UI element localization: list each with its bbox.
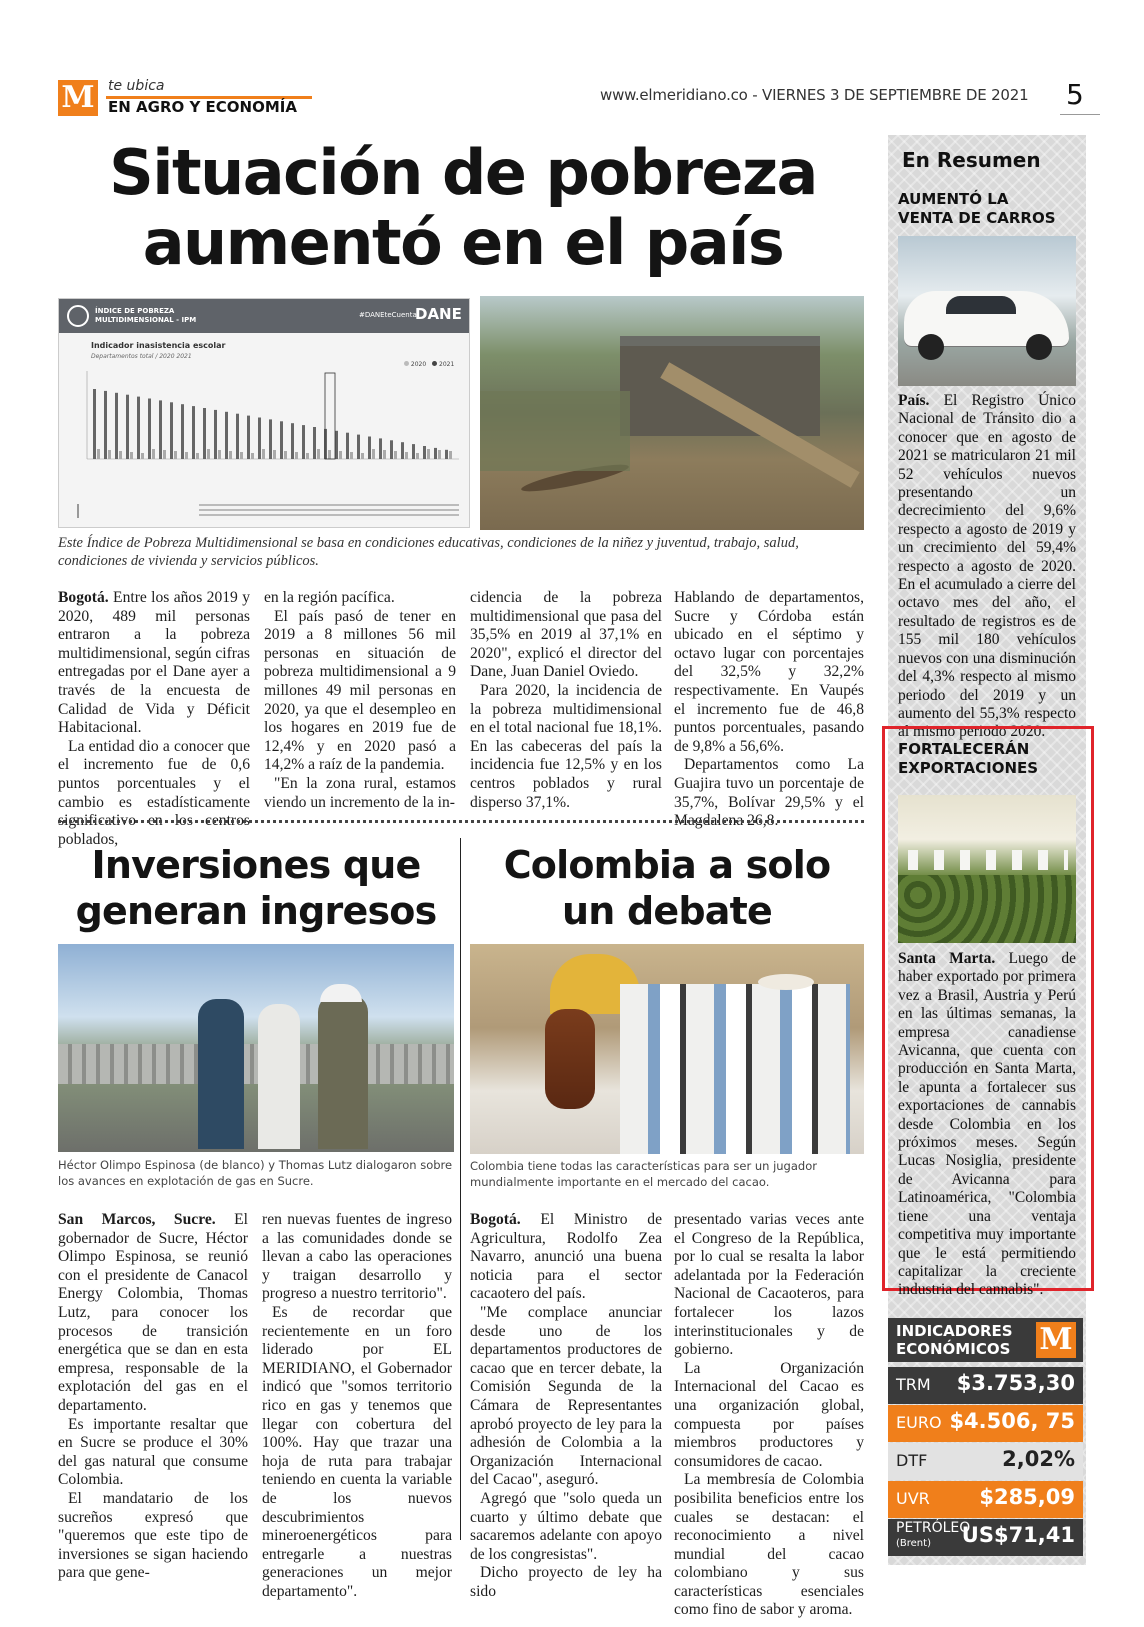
left-story-col1 (58, 1211, 248, 1583)
indicator-label: TRM (896, 1375, 931, 1394)
cacao-event-photo (470, 944, 864, 1154)
left-photo-caption: Héctor Olimpo Espinosa (de blanco) y Thomas Lutz dialogaron sobre los avances en explotación de gas en Sucre. (58, 1158, 453, 1188)
chart-bar (416, 453, 419, 459)
chart-bar (97, 449, 100, 459)
left-headline-line2: generan ingresos (75, 889, 437, 933)
chart-bars (93, 389, 452, 459)
main-story-col3 (470, 589, 662, 812)
sidebar-item2-heading: FORTALECERÁN EXPORTACIONES (898, 740, 1039, 777)
indicator-row (888, 1519, 1083, 1556)
chart-bar (313, 427, 316, 459)
chart-bar (247, 416, 250, 459)
chart-bar (280, 421, 283, 459)
chart-bar (258, 418, 261, 460)
right-story-col2 (674, 1211, 864, 1620)
indicator-row (888, 1367, 1083, 1404)
chart-bar (390, 440, 393, 459)
main-story-col2 (264, 589, 456, 812)
indicators-title (896, 1322, 1013, 1358)
chart-bar (159, 400, 162, 459)
chart-bar (346, 433, 349, 459)
chart-bar (240, 452, 243, 459)
paragraph: Hablando de departamentos, Sucre y Córdoba están ubicado en el séptimo y octavo lugar con porcentajes del 32,5% y 32,2% respectivamente. En Vaupés el incremento fue de 46,8 puntos porcentuales, pasando de 9,8% a 56,6%. (674, 589, 864, 755)
chart-bar (225, 412, 228, 459)
chart-bar (170, 402, 173, 459)
dane-logo: DANE (415, 305, 462, 323)
paragraph: "Me complace anunciar desde uno de los departamentos productores de cacao que en tercer debate, la Comisión Segunda de la Cámara de Representantes aprobó proyecto de ley para la adhesión de Colombia a la Organización Internacional del Cacao", aseguró. (470, 1303, 662, 1489)
indicators-title-line2: ECONÓMICOS (896, 1340, 1011, 1358)
chart-bar (126, 395, 129, 459)
photo-wheel-rear (1026, 334, 1052, 360)
photo-house (620, 336, 820, 436)
chart-bar (185, 452, 188, 459)
infographic-header (59, 299, 469, 333)
indicator-label: UVR (896, 1489, 930, 1508)
story-divider-dotted (58, 820, 864, 823)
chart-bar (273, 450, 276, 459)
indicator-value: $285,09 (979, 1485, 1075, 1509)
chart-bar (269, 419, 272, 459)
right-headline-line1: Colombia a solo (503, 843, 831, 887)
page-number-rule (1060, 114, 1100, 115)
paragraph: presentado varias veces ante el Congreso de la República, por lo cual se resalta la labor adelantada por la Federación Nacional de Cacaoteros, para fortalecer los lazos interinstitucionales y de gobierno. (674, 1211, 864, 1359)
infographic-footer-note (199, 504, 459, 506)
photo-water (480, 391, 630, 471)
photo-workers (908, 850, 1068, 870)
photo-chocolate-pour (545, 1009, 595, 1109)
chart-bar (357, 435, 360, 459)
chart-bar (368, 437, 371, 460)
attendance-bar-chart (67, 371, 463, 486)
section-kicker: te ubica (108, 78, 165, 94)
paragraph: La entidad dio a conocer que el incremento fue de 0,6 puntos porcentuales y el cambio es estadísticamente significativo en los centros poblados, (58, 737, 250, 848)
chart-bar (115, 393, 118, 459)
chart-bar (251, 453, 254, 459)
section-name: EN AGRO Y ECONOMÍA (108, 98, 297, 116)
paragraph: Agregó que "solo queda un cuarto y último debate que sacaremos adelante con apoyo de los congresistas". (470, 1489, 662, 1563)
chart-bar (93, 389, 96, 459)
paragraph: Para 2020, la incidencia de la pobreza multidimensional en el total nacional fue 18,1%. En las cabeceras del país la incidencia fue 12,5% y en los centros poblados y rural disperso 37,1%. (470, 681, 662, 811)
gas-plant-photo (58, 944, 454, 1152)
chart-bar (449, 451, 452, 459)
paragraph: La membresía de Colombia posibilita beneficios entre los cuales se destacan: el reconocimiento a nivel mundial del cacao colombiano y sus características esenciales como fino de sabor y aroma. (674, 1471, 864, 1619)
indicator-value: $3.753,30 (956, 1371, 1075, 1395)
indicators-title-line1: INDICADORES (896, 1322, 1013, 1340)
chart-bar (218, 450, 221, 459)
chart-bar (203, 408, 206, 459)
meridiano-logo: M (58, 80, 98, 116)
paragraph: ren nuevas fuentes de ingreso a las comunidades donde se llevan a cabo las operaciones y traigan desarrollo y progreso a nuestro territorio". (262, 1211, 452, 1303)
left-story-col2 (262, 1211, 452, 1601)
chart-bar (350, 452, 353, 459)
chart-bar (335, 431, 338, 459)
chart-bar (148, 399, 151, 460)
chart-bar (394, 451, 397, 459)
infographic-hashtag: #DANEteCuenta (359, 311, 417, 319)
page-number: 5 (1066, 78, 1084, 111)
chart-bar (423, 446, 426, 459)
main-story-col1 (58, 589, 250, 849)
chart-bar (236, 414, 239, 459)
paragraph: La Organización Internacional del Cacao es una organización global, compuesta por países miembros productores y consumidores de cacao. (674, 1359, 864, 1470)
legend-2021-icon (432, 361, 437, 366)
paragraph: Bogotá. Entre los años 2019 y 2020, 489 mil personas entraron a la pobreza multidimensional, según cifras entregadas por el Dane ayer a través de la encuesta de Calidad de Vida y Déficit Habitacional. (58, 589, 250, 737)
photo-plants (898, 875, 1076, 943)
chart-subtitle: Departamentos total / 2020 2021 (91, 353, 192, 360)
indicator-value: $4.506, 75 (949, 1409, 1075, 1433)
chart-bar (434, 448, 437, 459)
cannabis-field-photo (898, 795, 1076, 943)
paragraph: El país pasó de tener en 2019 a 8 millones 56 mil personas en situación de pobreza multidimensional a 9 millones 49 mil personas en 2020, ya que el desempleo en los hogares en 2019 fue de 12,4% y en 2020 pasó a 14,2% a raíz de la pandemia. (264, 607, 456, 774)
poverty-infographic (58, 298, 470, 528)
chart-bar (379, 438, 382, 459)
photo-hardhat (320, 984, 362, 1002)
legend-2020-icon (404, 361, 409, 366)
indicator-row (888, 1405, 1083, 1442)
chart-bar (302, 425, 305, 459)
indicator-label: PETRÓLEO (Brent) (896, 1520, 971, 1549)
chart-bar (445, 450, 448, 459)
chart-bar (383, 450, 386, 459)
indicators-logo: M (1036, 1322, 1076, 1358)
chart-bar (119, 451, 122, 459)
legend-2021: 2021 (439, 361, 455, 368)
photo-person-1 (198, 999, 244, 1149)
sidebar-item1-text: País. El Registro Único Nacional de Tránsito dio a conocer que en agosto de 2021 se matricularon 21 mil 52 vehículos nuevos presentando un decrecimiento del 9,6% respecto a agosto de 2019 y un crecimiento del 59,4% respecto a agosto de 2020. En el acumulado a cierre del octavo mes del año, el resultado de registros es de 155 mil 180 vehículos nuevos con una disminución del 4,3% respecto al mismo periodo del 2019 y un aumento del 55,3% respecto al mismo periodo 2020. (898, 392, 1076, 741)
photo-person-3 (318, 994, 368, 1149)
chart-bar (339, 451, 342, 459)
paragraph: El mandatario de los sucreños expresó que "queremos que este tipo de inversiones se sigan haciendo para que gene- (58, 1489, 248, 1582)
main-story-col4 (674, 589, 864, 831)
chart-title: Indicador inasistencia escolar (91, 341, 226, 350)
indicator-value: US$71,41 (961, 1523, 1075, 1547)
indicator-row (888, 1443, 1083, 1480)
chart-bar (108, 450, 111, 459)
legend-2020: 2020 (410, 361, 427, 368)
chart-bar (427, 449, 430, 459)
indicators-header (888, 1318, 1083, 1362)
infographic-footer-logos (77, 504, 147, 518)
chart-legend (404, 361, 454, 368)
chart-bar (412, 444, 415, 459)
indicator-sublabel: (Brent) (896, 1538, 931, 1549)
main-photo-caption: Este Índice de Pobreza Multidimensional se basa en condiciones educativas, condiciones de la niñez y juventud, trabajo, salud, condiciones de vivienda y servicios públicos. (58, 535, 799, 569)
paragraph: cidencia de la pobreza multidimensional que pasa del 35,5% en 2019 al 37,1% en 2020", explicó el director del Dane, Juan Daniel Oviedo. (470, 589, 662, 681)
chart-bar (262, 449, 265, 459)
riverside-houses-photo (480, 296, 864, 530)
indicator-value: 2,02% (1002, 1447, 1075, 1471)
indicator-label: EURO (896, 1413, 942, 1432)
chart-bar (196, 453, 199, 459)
chart-bar (174, 451, 177, 459)
right-story-headline (470, 842, 864, 934)
photo-car-window (946, 296, 1016, 314)
chart-bar (284, 451, 287, 459)
indicator-row (888, 1481, 1083, 1518)
infographic-emblem-icon (67, 305, 89, 327)
infographic-header-title: ÍNDICE DE POBREZA MULTIDIMENSIONAL - IPM (95, 307, 197, 324)
chart-bar (291, 423, 294, 459)
chart-bar (152, 449, 155, 459)
chart-bar (438, 450, 441, 459)
paragraph: Dicho proyecto de ley ha sido (470, 1564, 662, 1600)
chart-bar (405, 452, 408, 459)
left-headline-line1: Inversiones que (91, 843, 421, 887)
chart-bar (361, 453, 364, 459)
chart-bar (192, 406, 195, 459)
chart-bar (141, 453, 144, 459)
chart-bar (295, 452, 298, 459)
chart-bar (372, 449, 375, 459)
story-divider-vertical (460, 838, 461, 1540)
photo-wheel-front (918, 334, 944, 360)
chart-bar (229, 451, 232, 459)
main-headline (58, 138, 868, 278)
chart-bar (324, 429, 327, 459)
chart-bar (306, 453, 309, 459)
main-headline-line2: aumentó en el país (142, 206, 784, 279)
paragraph: Es de recordar que recientemente en un foro liderado por EL MERIDIANO, el Gobernador indicó que "somos territorio rico en gas y tenemos que llegar con cobertura del 100%. Hay que trazar una hoja de ruta para trabajar teniendo en cuenta la variable de los nuevos descubrimientos mineroenergéticos para entregarle a nuestras generaciones un mejor departamento". (262, 1303, 452, 1600)
photo-pipes (58, 1044, 454, 1084)
chart-bar (130, 452, 133, 459)
paragraph: Departamentos como La Guajira tuvo un porcentaje de 35,7%, Bolívar 29,5% y el Magdalena 26,8. (674, 756, 864, 830)
chart-bar (181, 404, 184, 459)
sidebar-title: En Resumen (902, 148, 1041, 172)
indicator-label: DTF (896, 1451, 928, 1470)
paragraph: San Marcos, Sucre. El gobernador de Sucre, Héctor Olimpo Espinosa, se reunió con el presidente de Canacol Energy Colombia, Thomas Lutz, para conocer los procesos de transición energética que se dan en esta empresa, responsable de la explotación del gas en el departamento. (58, 1211, 248, 1414)
paragraph: "En la zona rural, estamos viendo un incremento de la in- (264, 774, 456, 811)
right-headline-line2: un debate (562, 889, 772, 933)
right-photo-caption: Colombia tiene todas las características para ser un jugador mundialmente importante en el mercado del cacao. (470, 1159, 817, 1189)
photo-crowd (620, 984, 850, 1154)
sidebar-item1-heading: AUMENTÓ LA VENTA DE CARROS (898, 190, 1056, 227)
chart-bar (317, 449, 320, 459)
chart-bar (214, 410, 217, 459)
main-headline-line1: Situación de pobreza (109, 136, 817, 209)
photo-hat (758, 974, 814, 990)
chart-bar (207, 449, 210, 459)
white-car-photo (898, 236, 1076, 386)
paragraph: Bogotá. El Ministro de Agricultura, Rodolfo Zea Navarro, anunció una buena noticia para el sector cacaotero del país. (470, 1211, 662, 1303)
chart-bar (137, 397, 140, 459)
paragraph: Es importante resaltar que en Sucre se produce el 30% del gas natural que consume Colombia. (58, 1415, 248, 1489)
dateline: www.elmeridiano.co - VIERNES 3 DE SEPTIEMBRE DE 2021 (600, 86, 1029, 104)
right-story-col1 (470, 1211, 662, 1601)
sidebar-item2-text: Santa Marta. Luego de haber exportado por primera vez a Brasil, Austria y Perú en las últimas semanas, la empresa canadiense Avicanna, que cuenta con producción en Santa Marta, le apunta a fortalecer sus exportaciones de cannabis desde Colombia en los próximos meses. Según Lucas Nosiglia, presidente de Avicanna para Latinoamérica, "Colombia tiene una ventaja competitiva muy importante que le está permitiendo capitalizar la creciente industria del cannabis". (898, 950, 1077, 1299)
chart-bar (328, 450, 331, 459)
chart-bar (401, 442, 404, 459)
photo-person-2 (258, 1004, 300, 1149)
chart-bar (104, 391, 107, 459)
chart-bar (163, 450, 166, 459)
paragraph: en la región pacífica. (264, 589, 395, 606)
left-story-headline (58, 842, 454, 934)
